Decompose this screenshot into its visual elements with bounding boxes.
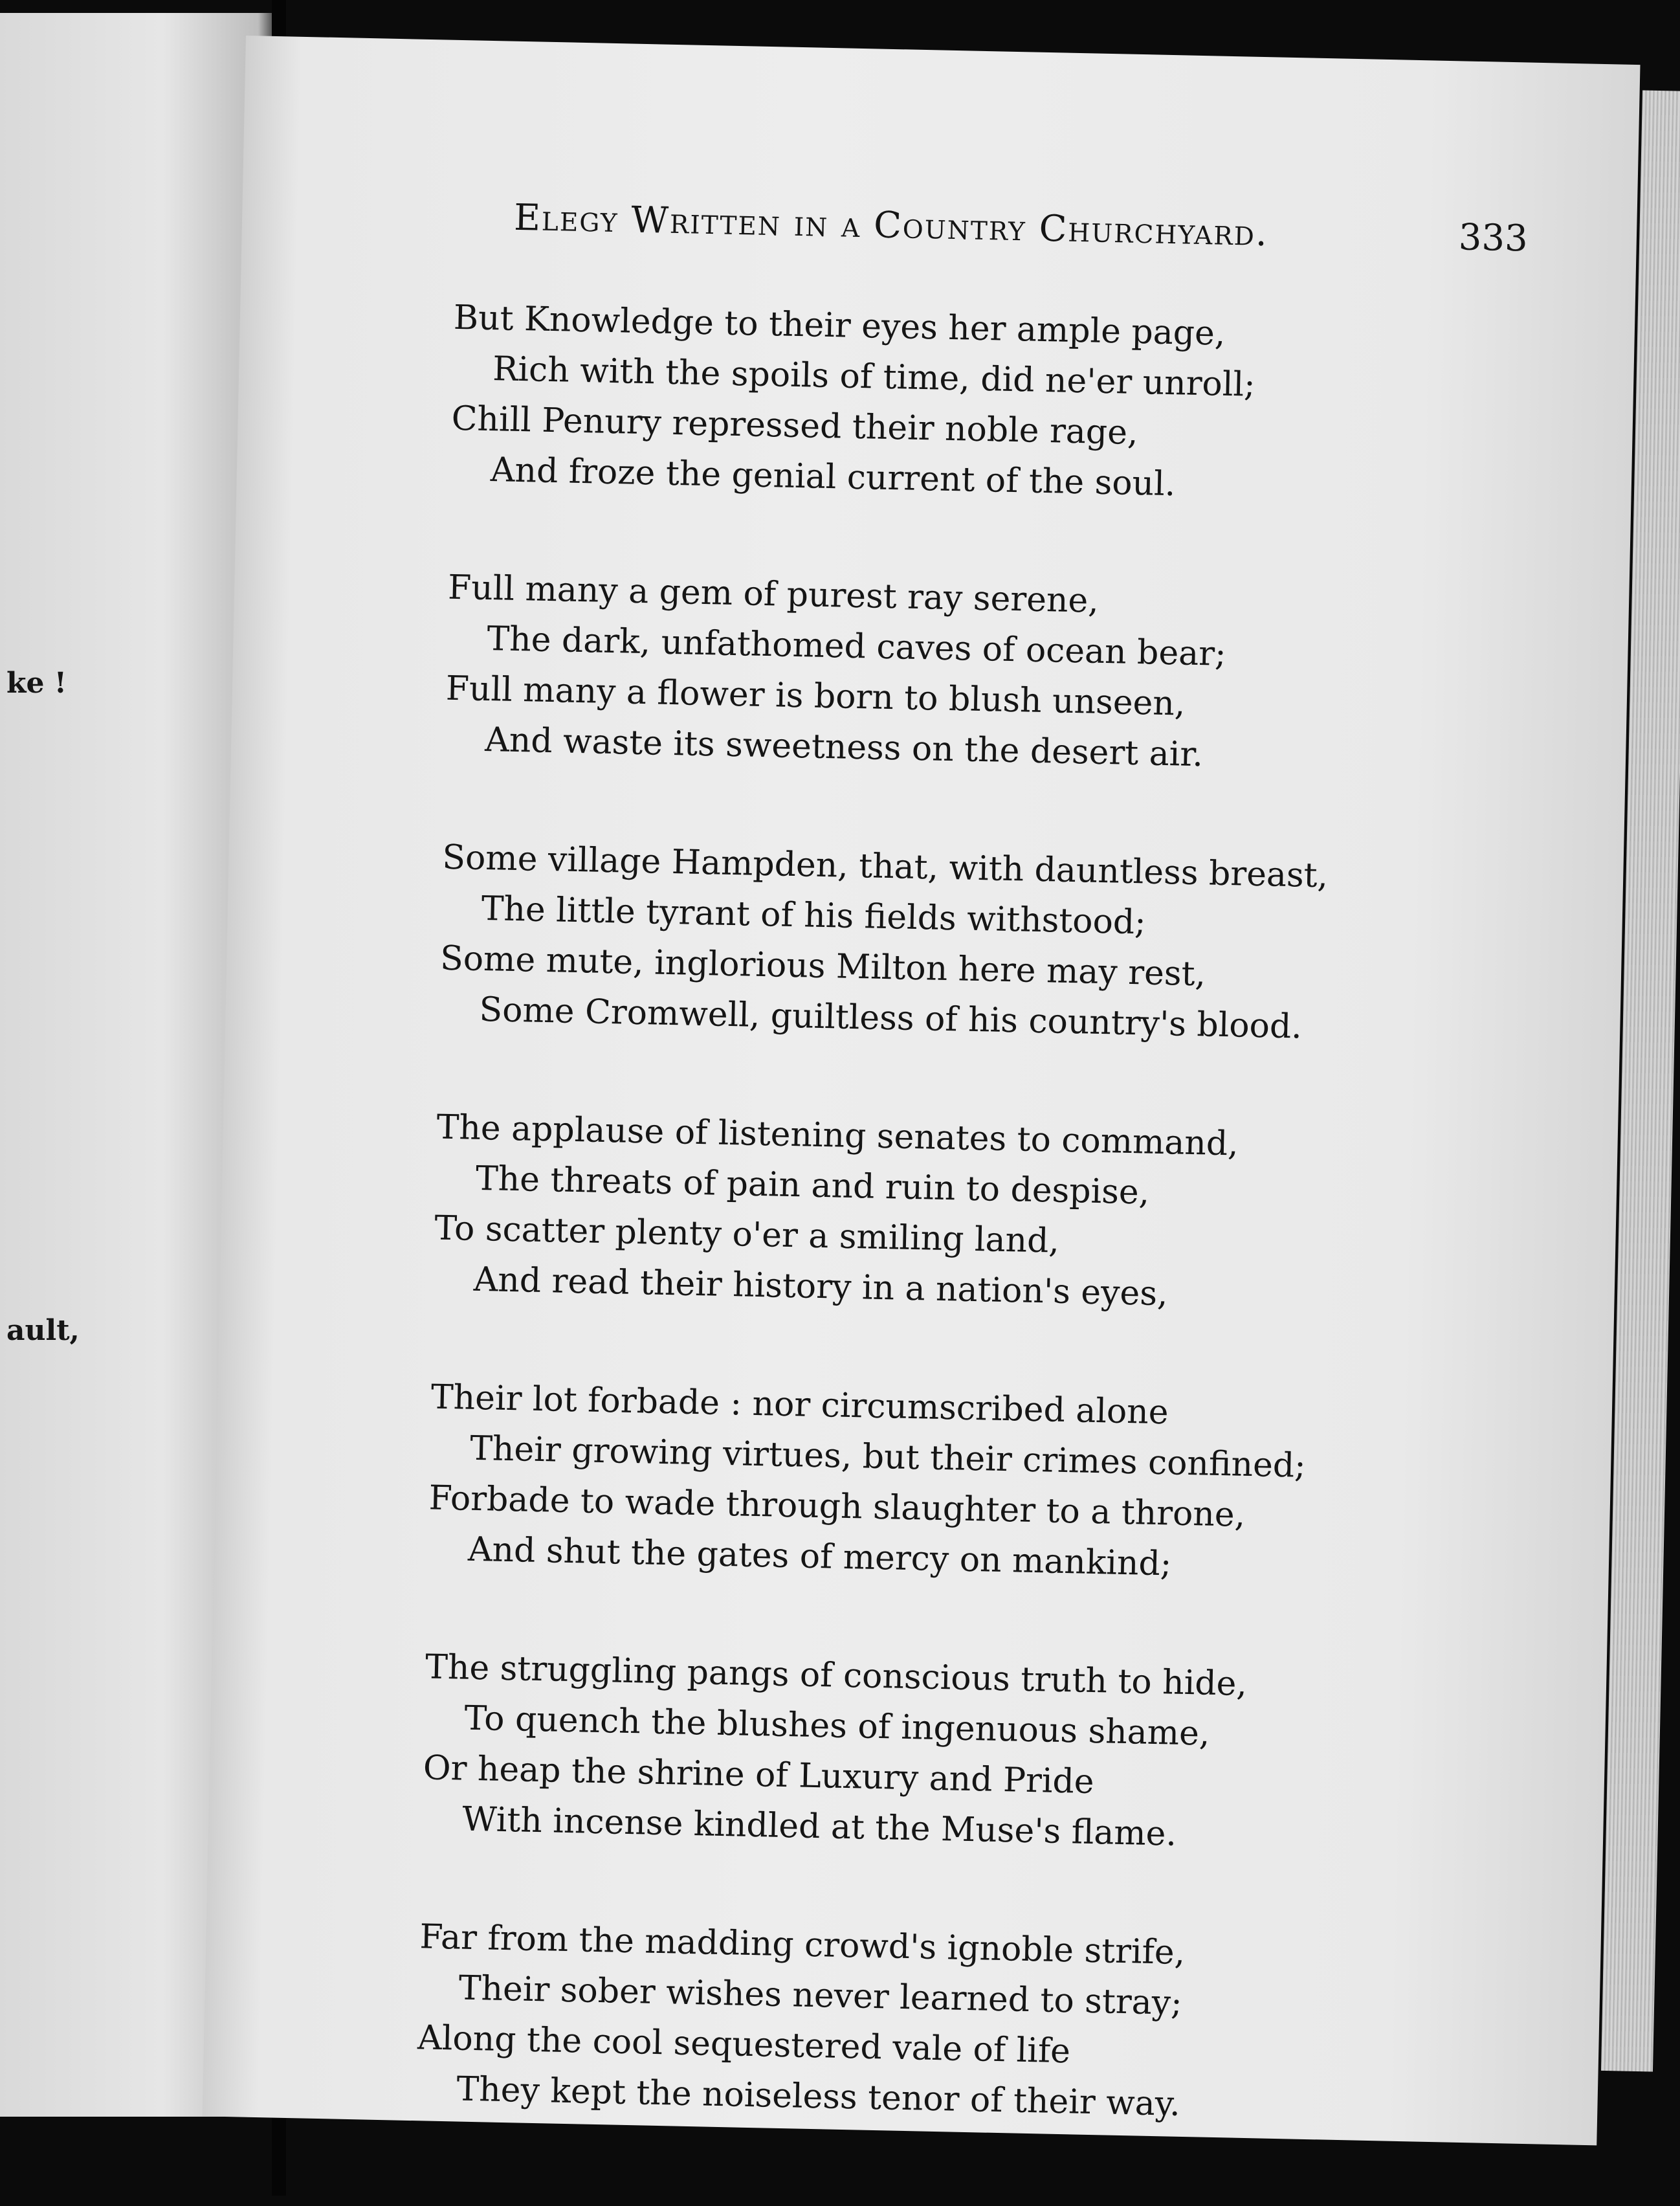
poem-line: Chill Penury repressed their noble rage, bbox=[451, 399, 1139, 452]
poem-line: The struggling pangs of conscious truth to hide, bbox=[425, 1647, 1248, 1704]
poem-line: Their sober wishes never learned to stray; bbox=[458, 1968, 1183, 2023]
poem-line: Full many a flower is born to blush unseen, bbox=[445, 669, 1186, 724]
poem-line: Full many a gem of purest ray serene, bbox=[447, 568, 1100, 621]
poem-line: But Knowledge to their eyes her ample page, bbox=[453, 298, 1226, 353]
poem-line: The applause of listening senates to command, bbox=[436, 1108, 1239, 1164]
stanza bbox=[422, 1642, 1397, 1864]
poem-line: The threats of pain and ruin to despise, bbox=[475, 1159, 1150, 1212]
running-title: Elegy Written in a Country Churchyard. bbox=[513, 196, 1269, 255]
poem-line: And froze the genial current of the soul. bbox=[490, 451, 1176, 504]
poem-line: The dark, unfathomed caves of ocean bear; bbox=[486, 619, 1227, 674]
stanza bbox=[439, 832, 1413, 1054]
poem-line: And waste its sweetness on the desert air. bbox=[484, 720, 1204, 775]
poem-line: Their growing virtues, but their crimes confined; bbox=[469, 1429, 1307, 1486]
poem-line: Or heap the shrine of Luxury and Pride bbox=[423, 1748, 1095, 1802]
poem-line: Some Cromwell, guiltless of his country's blood. bbox=[478, 990, 1303, 1047]
left-page-fragment: ault, bbox=[6, 1314, 80, 1347]
poem-line: And read their history in a nation's eyes, bbox=[473, 1260, 1169, 1314]
stanza bbox=[416, 1911, 1391, 2134]
stanza bbox=[450, 293, 1424, 515]
poem-line: They kept the noiseless tenor of their way. bbox=[456, 2069, 1181, 2124]
poem-line: To scatter plenty o'er a smiling land, bbox=[434, 1209, 1060, 1261]
poem-line: Some mute, inglorious Milton here may rest, bbox=[439, 939, 1206, 994]
poem-line: And shut the gates of mercy on mankind; bbox=[467, 1530, 1172, 1584]
poem-line: Their lot forbade : nor circumscribed alone bbox=[430, 1377, 1169, 1432]
poem-line: With incense kindled at the Muse's flame. bbox=[461, 1799, 1177, 1854]
poem-line: Rich with the spoils of time, did ne'er unroll; bbox=[492, 350, 1256, 405]
right-page bbox=[203, 36, 1641, 2145]
left-page-fragment: ke ! bbox=[6, 667, 67, 700]
poem-line: Along the cool sequestered vale of life bbox=[417, 2018, 1071, 2071]
stanza bbox=[427, 1372, 1402, 1594]
stanza bbox=[444, 563, 1419, 785]
poem-line: Far from the madding crowd's ignoble strife, bbox=[419, 1917, 1186, 1973]
poem-line: To quench the blushes of ingenuous shame, bbox=[464, 1699, 1210, 1754]
page-number: 333 bbox=[1458, 216, 1529, 260]
poem-line: The little tyrant of his fields withstood; bbox=[481, 889, 1147, 942]
poem-line: Forbade to wade through slaughter to a throne, bbox=[428, 1478, 1246, 1535]
poem-line: Some village Hampden, that, with dauntless breast, bbox=[441, 838, 1329, 896]
stanza bbox=[433, 1102, 1408, 1324]
poem bbox=[415, 293, 1425, 2202]
